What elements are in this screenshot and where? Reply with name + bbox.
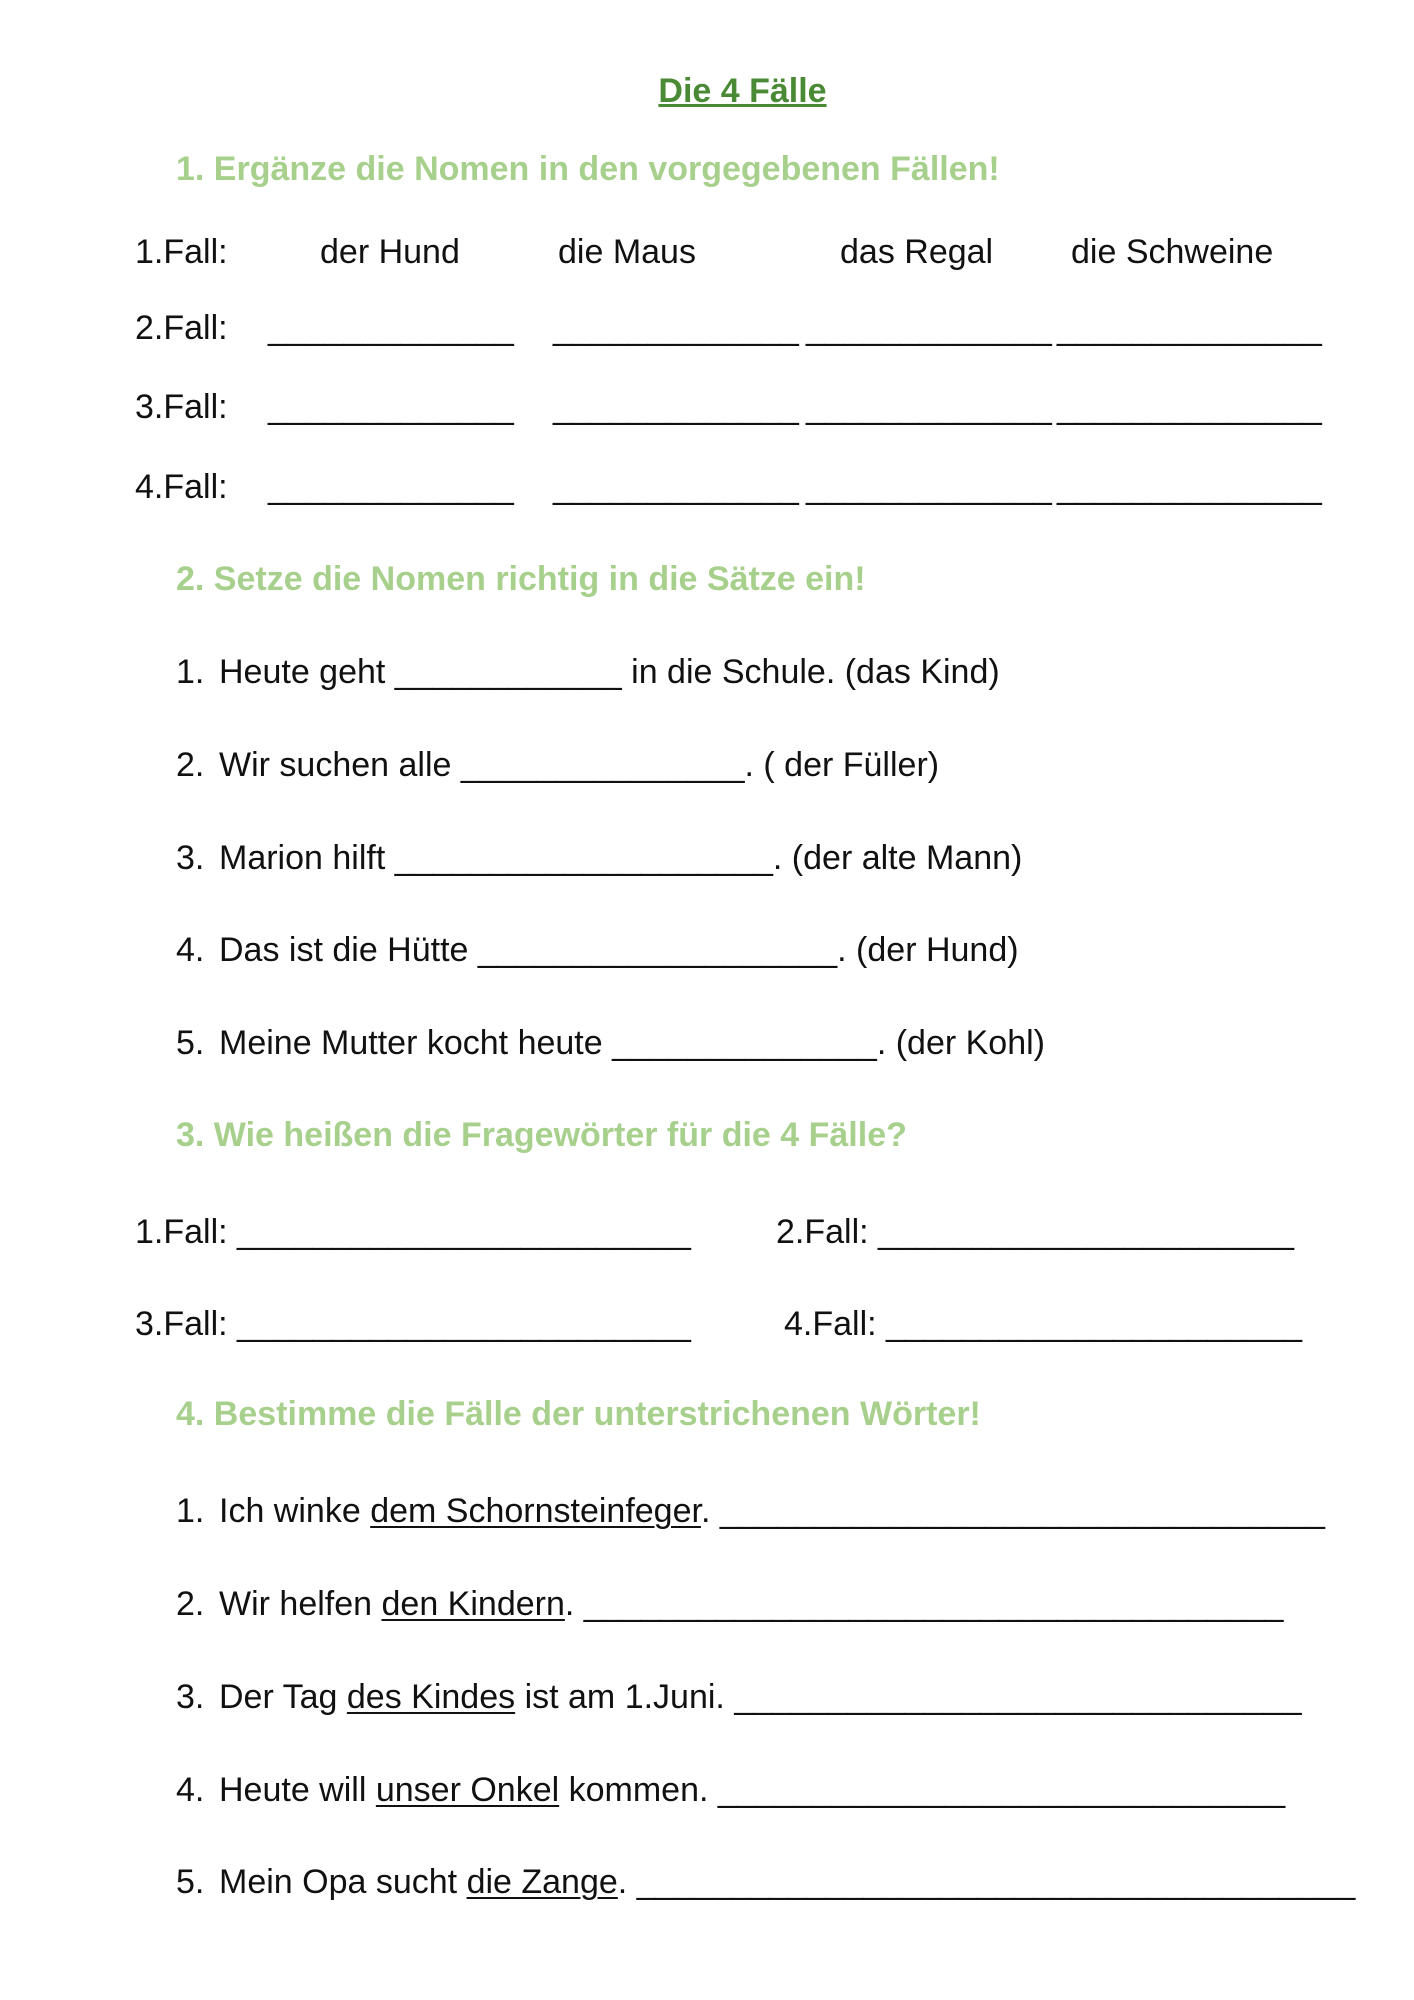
item-number: 3.	[176, 839, 205, 877]
answer-blank[interactable]: _____________	[806, 309, 1052, 347]
answer-line[interactable]: kommen. ______________________________	[559, 1771, 1286, 1809]
answer-blank[interactable]: _____________	[806, 468, 1052, 506]
answer-blank[interactable]: _____________	[806, 388, 1052, 426]
underlined-word: unser Onkel	[375, 1771, 560, 1809]
page-title: Die 4 Fälle	[658, 72, 827, 110]
noun-die-schweine: die Schweine	[1071, 233, 1274, 271]
underlined-word: den Kindern	[381, 1585, 565, 1623]
question-word-line[interactable]: 3.Fall: ________________________	[135, 1305, 691, 1343]
case-item	[176, 1584, 1283, 1624]
item-number: 1.	[176, 1492, 205, 1530]
item-number: 5.	[176, 1024, 205, 1062]
sentence-part: Der Tag	[219, 1678, 347, 1716]
sentence-text: Marion hilft ____________________. (der alte Mann)	[219, 839, 1023, 877]
underlined-word: dem Schornsteinfeger	[370, 1492, 701, 1530]
fall3-label: 3.Fall:	[135, 388, 228, 426]
item-number: 4.	[176, 931, 205, 969]
sentence-item	[176, 930, 1019, 970]
noun-der-hund: der Hund	[320, 233, 460, 271]
answer-blank[interactable]: _____________	[553, 468, 799, 506]
answer-blank[interactable]: ______________	[1057, 468, 1322, 506]
question-word-line[interactable]: 4.Fall: ______________________	[784, 1305, 1303, 1343]
sentence-part: Mein Opa sucht	[219, 1863, 467, 1901]
case-item	[176, 1491, 1325, 1531]
answer-line[interactable]: . ________________________________	[700, 1492, 1325, 1530]
noun-das-regal: das Regal	[840, 233, 994, 271]
answer-blank[interactable]: _____________	[553, 388, 799, 426]
sentence-item	[176, 745, 939, 785]
answer-blank[interactable]: ______________	[1057, 388, 1322, 426]
item-number: 5.	[176, 1863, 205, 1901]
task1-heading: 1. Ergänze die Nomen in den vorgegebenen Fällen!	[176, 150, 1000, 188]
answer-line[interactable]: ist am 1.Juni. ______________________________	[515, 1678, 1302, 1716]
item-number: 2.	[176, 1585, 205, 1623]
underlined-word: die Zange	[466, 1863, 618, 1901]
answer-blank[interactable]: _____________	[553, 309, 799, 347]
answer-blank[interactable]: _____________	[268, 388, 514, 426]
answer-blank[interactable]: _____________	[268, 309, 514, 347]
item-number: 2.	[176, 746, 205, 784]
question-word-line[interactable]: 1.Fall: ________________________	[135, 1213, 691, 1251]
sentence-text: Heute geht ____________ in die Schule. (das Kind)	[219, 653, 1000, 691]
task4-heading: 4. Bestimme die Fälle der unterstrichenen Wörter!	[176, 1395, 981, 1433]
sentence-text: Das ist die Hütte ___________________. (der Hund)	[219, 931, 1019, 969]
answer-line[interactable]: . _____________________________________	[564, 1585, 1284, 1623]
answer-blank[interactable]: _____________	[268, 468, 514, 506]
sentence-item	[176, 652, 1000, 692]
case-item	[176, 1677, 1302, 1717]
sentence-part: Heute will	[219, 1771, 376, 1809]
answer-blank[interactable]: ______________	[1057, 309, 1322, 347]
question-word-line[interactable]: 2.Fall: ______________________	[776, 1213, 1295, 1251]
fall2-label: 2.Fall:	[135, 309, 228, 347]
case-item	[176, 1862, 1355, 1902]
sentence-part: Wir helfen	[219, 1585, 382, 1623]
item-number: 3.	[176, 1678, 205, 1716]
sentence-item	[176, 838, 1022, 878]
underlined-word: des Kindes	[346, 1678, 516, 1716]
item-number: 1.	[176, 653, 205, 691]
sentence-text: Wir suchen alle _______________. ( der Füller)	[219, 746, 940, 784]
item-number: 4.	[176, 1771, 205, 1809]
sentence-part: Ich winke	[219, 1492, 371, 1530]
fall4-label: 4.Fall:	[135, 468, 228, 506]
fall1-label: 1.Fall:	[135, 233, 228, 271]
case-item	[176, 1770, 1285, 1810]
task3-heading: 3. Wie heißen die Fragewörter für die 4 Fälle?	[176, 1116, 907, 1154]
task2-heading: 2. Setze die Nomen richtig in die Sätze ein!	[176, 560, 866, 598]
answer-line[interactable]: . ______________________________________	[617, 1863, 1356, 1901]
noun-die-maus: die Maus	[558, 233, 696, 271]
sentence-text: Meine Mutter kocht heute ______________. (der Kohl)	[219, 1024, 1045, 1062]
sentence-item	[176, 1023, 1045, 1063]
